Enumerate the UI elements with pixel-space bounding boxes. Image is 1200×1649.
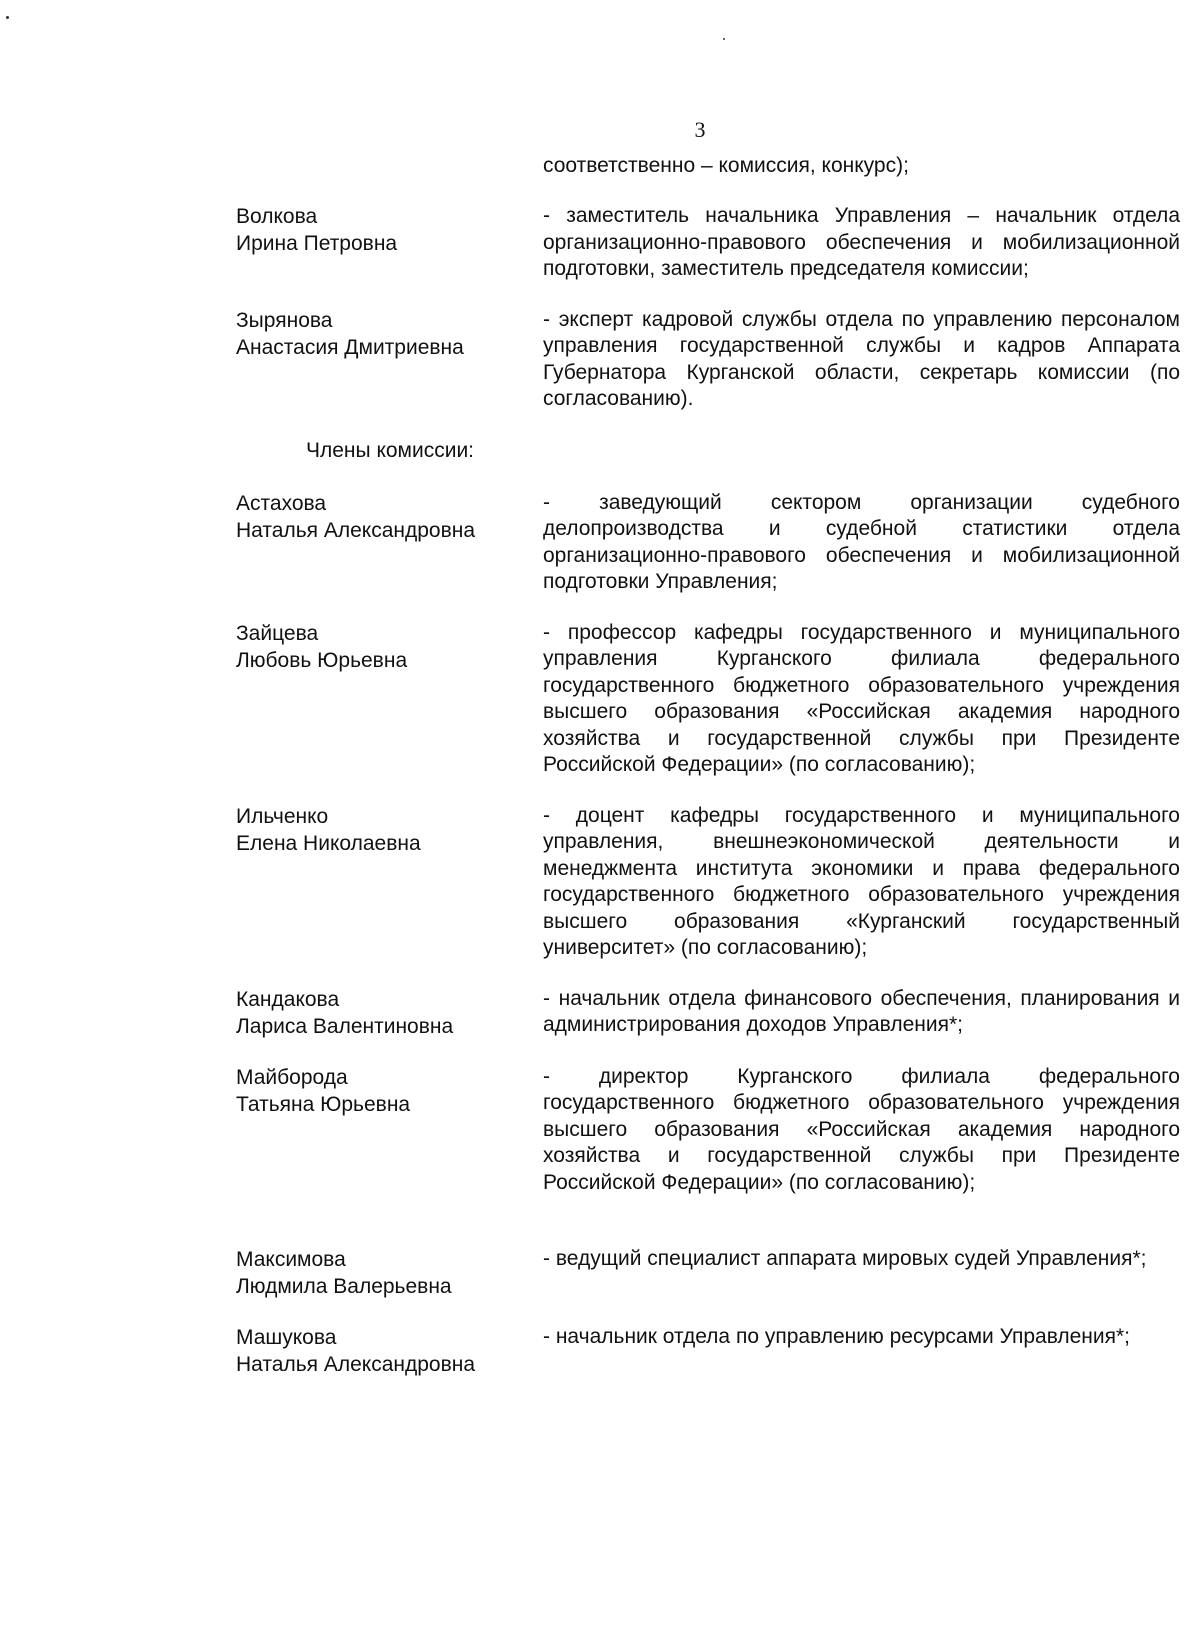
- surname: Зырянова: [236, 308, 333, 332]
- role-description: - ведущий специалист аппарата мировых судей Управления*;: [543, 1247, 1147, 1270]
- given-name: Наталья Александровна: [236, 1353, 476, 1376]
- person-name: [236, 490, 543, 544]
- commission-list: [236, 152, 1180, 1402]
- person-name: [236, 986, 543, 1040]
- officer-entry: [236, 203, 1180, 283]
- role-description: - начальник отдела финансового обеспечения, планирования и администрирования доходов Управления*;: [543, 986, 1180, 1036]
- surname: Кандакова: [236, 987, 340, 1011]
- given-name: Любовь Юрьевна: [236, 648, 408, 672]
- page-number: 3: [694, 117, 706, 142]
- given-name: Лариса Валентиновна: [236, 1014, 454, 1038]
- lead-text: соответственно – комиссия, конкурс);: [543, 154, 909, 177]
- person-name: [236, 1064, 543, 1118]
- member-entry: [236, 1324, 1180, 1378]
- member-entry: [236, 986, 1180, 1040]
- person-name: [236, 203, 543, 257]
- member-entry: [236, 620, 1180, 779]
- role-description: - профессор кафедры государственного и муниципального управления Курганского филиала федерального государственного бюджетного образовательного учреждения высшего образования «Российская академия народного хозяйства и государственной службы при Президенте Российской Федерации» (по согласованию);: [543, 620, 1180, 776]
- members-heading: Члены комиссии:: [306, 438, 475, 462]
- surname: Машукова: [236, 1326, 337, 1349]
- person-name: [236, 803, 543, 857]
- role-description: - директор Курганского филиала федерального государственного бюджетного образовательного учреждения высшего образования «Российская академия народного хозяйства и государственной службы при Президенте Российской Федерации» (по согласованию);: [543, 1064, 1180, 1194]
- surname: Астахова: [236, 491, 327, 515]
- given-name: Людмила Валерьевна: [236, 1275, 452, 1298]
- officer-entry: [236, 307, 1180, 413]
- given-name: Наталья Александровна: [236, 518, 476, 542]
- person-name: [236, 1324, 543, 1378]
- person-name: [236, 1246, 543, 1300]
- spacer: [236, 1220, 1180, 1246]
- person-name: [236, 307, 543, 361]
- scan-speck: [6, 16, 9, 19]
- surname: Ильченко: [236, 804, 329, 828]
- given-name: Ирина Петровна: [236, 232, 398, 255]
- surname: Максимова: [236, 1248, 346, 1271]
- role-description: - заведующий сектором организации судебного делопроизводства и судебной статистики отдела организационно-правового обеспечения и мобилизационной подготовки Управления;: [543, 490, 1180, 593]
- member-entry: [236, 1246, 1180, 1300]
- given-name: Елена Николаевна: [236, 831, 421, 855]
- role-description: - эксперт кадровой службы отдела по управлению персоналом управления государственной службы и кадров Аппарата Губернатора Курганской области, секретарь комиссии (по согласованию).: [543, 307, 1180, 410]
- scan-speck: [723, 38, 725, 40]
- role-description: - доцент кафедры государственного и муниципального управления, внешнеэкономической деятельности и менеджмента института экономики и права федерального государственного бюджетного образовательного учреждения высшего образования «Курганский государственный университет» (по согласованию);: [543, 803, 1180, 959]
- surname: Волкова: [236, 205, 318, 228]
- given-name: Татьяна Юрьевна: [236, 1092, 411, 1116]
- person-name: [236, 620, 543, 674]
- surname: Майборода: [236, 1065, 348, 1089]
- member-entry: [236, 1064, 1180, 1197]
- role-description: - начальник отдела по управлению ресурсами Управления*;: [543, 1325, 1131, 1348]
- member-entry: [236, 803, 1180, 962]
- surname: Зайцева: [236, 621, 319, 645]
- role-description: - заместитель начальника Управления – начальник отдела организационно-правового обеспечения и мобилизационной подготовки, заместитель председателя комиссии;: [543, 204, 1180, 280]
- member-entry: [236, 490, 1180, 596]
- given-name: Анастасия Дмитриевна: [236, 335, 464, 359]
